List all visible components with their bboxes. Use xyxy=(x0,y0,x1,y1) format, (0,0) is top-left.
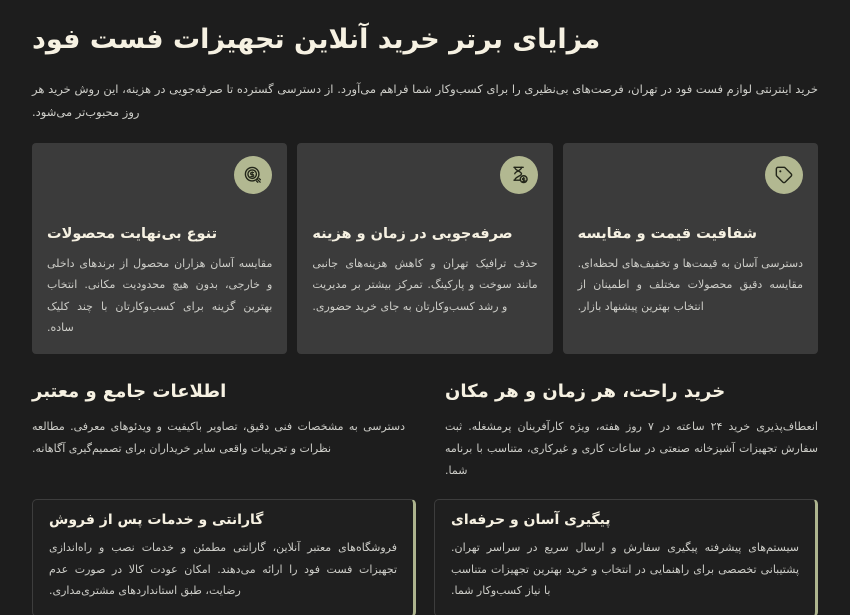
page-title: مزایای برتر خرید آنلاین تجهیزات فست فود xyxy=(32,24,601,55)
bordered-card-easy-tracking[interactable] xyxy=(434,499,818,615)
feature-cards-row xyxy=(32,143,818,354)
feature-card-time-cost-saving[interactable] xyxy=(297,143,552,354)
feature-card-price-transparency[interactable] xyxy=(563,143,818,354)
feature-card-body: دسترسی آسان به قیمت‌ها و تخفیف‌های لحظه‌ای. مقایسه دقیق محصولات مختلف و اطمینان از انتخاب بهترین پیشنهاد بازار. xyxy=(577,256,803,313)
split-sections-row xyxy=(32,379,818,481)
hero-subtitle: خرید اینترنتی لوازم فست فود در تهران، فرصت‌های بی‌نظیری را برای کسب‌وکار شما فراهم می‌آورد. از دسترسی گسترده تا صرفه‌جویی در هزینه، این روش خرید هر روز محبوب‌تر می‌شود. xyxy=(32,82,818,120)
feature-card-title: شفافیت قیمت و مقایسه xyxy=(577,226,758,243)
bordered-card-title: پیگیری آسان و حرفه‌ای xyxy=(451,511,611,528)
price-tag-icon xyxy=(765,156,803,194)
feature-card-product-variety[interactable] xyxy=(32,143,287,354)
bordered-card-warranty-support[interactable] xyxy=(32,499,416,615)
bordered-card-title: گارانتی و خدمات پس از فروش xyxy=(49,511,264,528)
bordered-card-body: فروشگاه‌های معتبر آنلاین، گارانتی مطمئن و خدمات نصب و راه‌اندازی تجهیزات فست فود را ارائه می‌دهند. امکان عودت کالا در صورت عدم رضایت، طبق استانداردهای مشتری‌مداری. xyxy=(49,541,397,598)
feature-card-body: مقایسه آسان هزاران محصول از برندهای داخلی و خارجی، بدون هیچ محدودیت مکانی. انتخاب بهترین گزینه برای کسب‌وکارتان با چند کلیک ساده. xyxy=(47,256,273,335)
bordered-cards-row xyxy=(32,499,818,615)
split-section-comprehensive-info xyxy=(32,379,405,481)
split-section-title: خرید راحت، هر زمان و هر مکان xyxy=(445,381,726,403)
coin-dollar-icon xyxy=(234,156,272,194)
bordered-card-body: سیستم‌های پیشرفته پیگیری سفارش و ارسال سریع در سراسر تهران. پشتیبانی تخصصی برای راهنمایی در انتخاب و خرید بهترین تجهیزات متناسب با نیاز کسب‌وکار شما. xyxy=(451,541,799,598)
feature-card-title: صرفه‌جویی در زمان و هزینه xyxy=(312,226,513,243)
feature-card-title: تنوع بی‌نهایت محصولات xyxy=(47,226,218,243)
split-section-title: اطلاعات جامع و معتبر xyxy=(32,381,227,403)
split-section-body: انعطاف‌پذیری خرید ۲۴ ساعته در ۷ روز هفته، ویژه کارآفرینان پرمشغله. ثبت سفارش تجهیزات آشپزخانه صنعتی در ساعات کاری و غیرکاری، متناسب با برنامه شما. xyxy=(445,419,818,477)
hourglass-money-icon xyxy=(500,156,538,194)
feature-card-body: حذف ترافیک تهران و کاهش هزینه‌های جانبی مانند سوخت و پارکینگ. تمرکز بیشتر بر مدیریت و رشد کسب‌وکارتان به جای خرید حضوری. xyxy=(312,256,538,313)
split-section-convenient-shopping xyxy=(445,379,818,481)
hero-section xyxy=(32,22,818,124)
split-section-body: دسترسی به مشخصات فنی دقیق، تصاویر باکیفیت و ویدئوهای معرفی. مطالعه نظرات و تجربیات واقعی سایر خریداران برای تصمیم‌گیری آگاهانه. xyxy=(32,419,405,455)
